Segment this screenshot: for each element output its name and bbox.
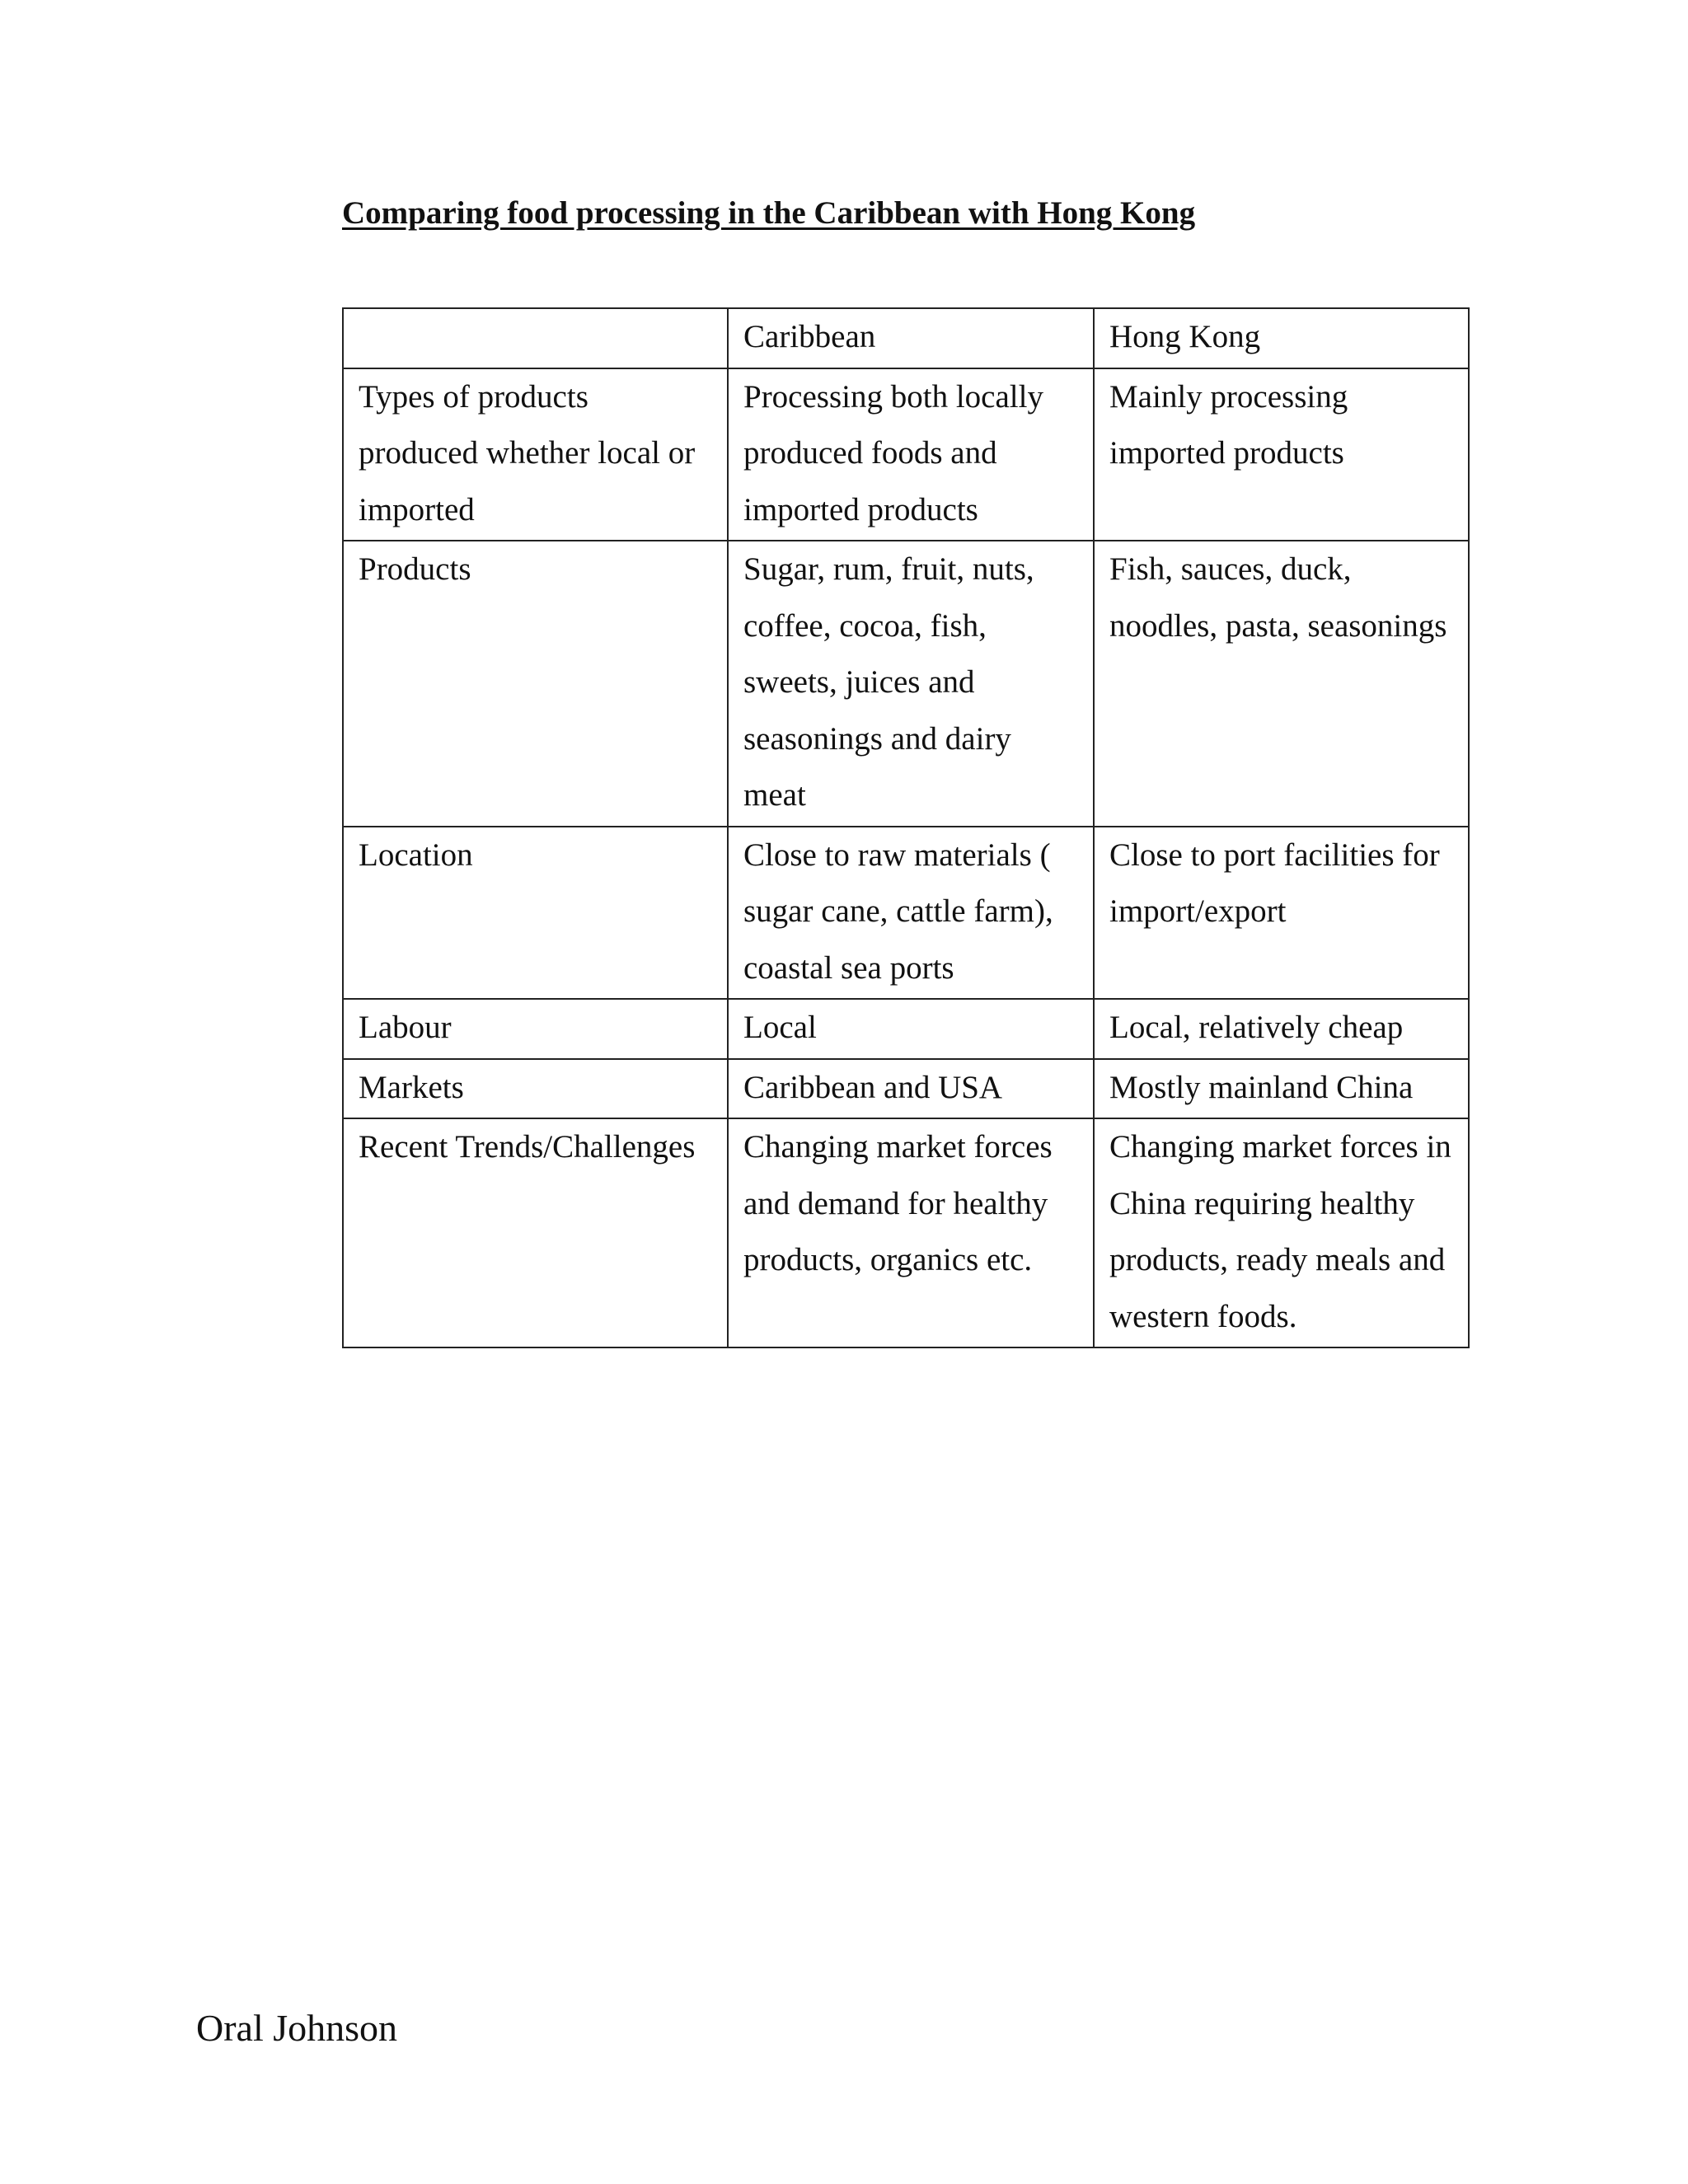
table-row [343, 1059, 1469, 1119]
table-row [343, 368, 1469, 541]
table-row [343, 999, 1469, 1059]
caribbean-cell: Sugar, rum, fruit, nuts, coffee, cocoa, fish, sweets, juices and seasonings and dairy meat [728, 541, 1094, 827]
table-row [343, 827, 1469, 1000]
row-label: Labour [343, 999, 728, 1059]
author-name: Oral Johnson [196, 2007, 398, 2049]
row-label: Products [343, 541, 728, 827]
hong-kong-cell: Mostly mainland China [1094, 1059, 1469, 1119]
row-label: Location [343, 827, 728, 1000]
row-label: Recent Trends/Challenges [343, 1118, 728, 1347]
hong-kong-cell: Fish, sauces, duck, noodles, pasta, seasonings [1094, 541, 1469, 827]
comparison-table [342, 307, 1470, 1348]
caribbean-cell: Local [728, 999, 1094, 1059]
column-header-caribbean: Caribbean [728, 308, 1094, 368]
row-label: Types of products produced whether local or imported [343, 368, 728, 541]
column-header-blank [343, 308, 728, 368]
table-row [343, 541, 1469, 827]
caribbean-cell: Caribbean and USA [728, 1059, 1094, 1119]
row-label: Markets [343, 1059, 728, 1119]
table-row [343, 1118, 1469, 1347]
hong-kong-cell: Mainly processing imported products [1094, 368, 1469, 541]
page-title: Comparing food processing in the Caribbean with Hong Kong [342, 195, 1196, 231]
hong-kong-cell: Close to port facilities for import/export [1094, 827, 1469, 1000]
column-header-hong-kong: Hong Kong [1094, 308, 1469, 368]
caribbean-cell: Changing market forces and demand for healthy products, organics etc. [728, 1118, 1094, 1347]
hong-kong-cell: Local, relatively cheap [1094, 999, 1469, 1059]
caribbean-cell: Processing both locally produced foods and imported products [728, 368, 1094, 541]
hong-kong-cell: Changing market forces in China requiring healthy products, ready meals and western foods. [1094, 1118, 1469, 1347]
caribbean-cell: Close to raw materials ( sugar cane, cattle farm), coastal sea ports [728, 827, 1094, 1000]
table-header-row [343, 308, 1469, 368]
